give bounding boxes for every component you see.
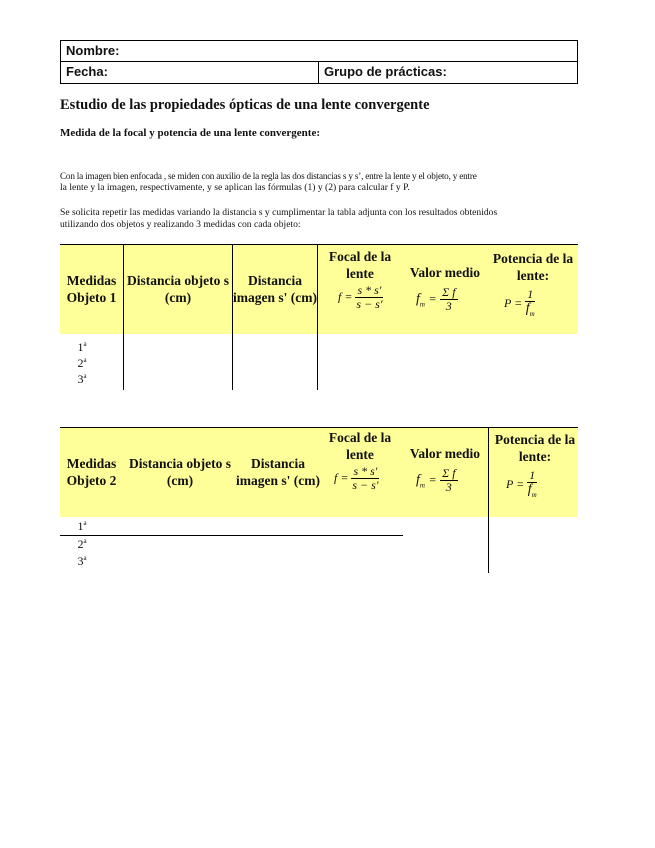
fecha-field[interactable] (61, 62, 319, 83)
focal-formula-den: s − s' (356, 297, 383, 311)
focal-formula-num-2: s * s' (353, 464, 378, 478)
mean-formula-eq: = (428, 291, 437, 306)
results-table-1 (60, 244, 578, 390)
grupo-field[interactable] (319, 62, 447, 83)
power-formula-den-f-2: f (527, 482, 532, 497)
page-title: Estudio de las propiedades ópticas de una lente convergente (60, 97, 430, 113)
focal-formula-fraction-2 (351, 465, 379, 492)
grupo-label: Grupo de prácticas: (324, 64, 447, 79)
power-formula-den-sub: m (529, 309, 535, 318)
table2-col-focal: Focal de la lente (328, 430, 392, 462)
table1-vline-1 (123, 244, 124, 390)
power-formula-den-sub-2: m (531, 490, 537, 499)
table1-row-1: 1$^a$ (77, 340, 87, 354)
nombre-field[interactable] (60, 40, 578, 62)
table1-col-medidas: Medidas Objeto 1 (66, 273, 117, 305)
power-formula-lhs: P = (504, 296, 523, 311)
mean-formula-den: 3 (445, 299, 452, 313)
instructions-line-1: Con la imagen bien enfocada , se miden con auxilio de la regla las dos distancias s y s’, entre la lente y el objeto, y entre (60, 171, 477, 181)
focal-formula-den-2: s − s' (352, 478, 379, 492)
table2-row-divider (60, 535, 403, 536)
mean-formula-eq-2: = (428, 472, 437, 487)
mean-formula-lhs-2: f (416, 472, 420, 488)
power-formula-den-f: f (525, 301, 530, 316)
table2-row-1: 1$^a$ (77, 519, 87, 533)
table2-col-distancia-objeto: Distancia objeto s (cm) (129, 456, 231, 488)
results-table-2 (60, 427, 578, 573)
instructions-line-3: Se solicita repetir las medidas variando la distancia s y cumplimentar la tabla adjunta con los resultados obtenidos (60, 207, 498, 218)
table1-vline-2 (232, 244, 233, 390)
instructions-paragraph-2 (60, 207, 580, 231)
table1-col-distancia-objeto: Distancia objeto s (cm) (127, 273, 229, 305)
table1-vline-3 (317, 244, 318, 390)
mean-formula-fraction (440, 286, 457, 313)
table2-col-valor-medio: Valor medio (409, 446, 481, 461)
table1-mean-formula (416, 286, 458, 313)
fecha-label: Fecha: (66, 64, 108, 79)
table1-power-formula (504, 288, 535, 321)
power-formula-fraction (525, 288, 535, 321)
fecha-grupo-row (60, 62, 578, 84)
mean-formula-lhs: f (416, 291, 420, 307)
table2-focal-formula (334, 465, 379, 492)
table1-row-2: 2$^a$ (77, 356, 87, 370)
power-formula-fraction-2 (527, 469, 537, 502)
nombre-label: Nombre: (66, 43, 120, 58)
table2-row-3: 3$^a$ (77, 554, 87, 568)
mean-formula-den-2: 3 (445, 480, 452, 494)
table1-col-valor-medio: Valor medio (409, 265, 481, 280)
table2-col-medidas: Medidas Objeto 2 (66, 456, 117, 488)
table2-mean-formula (416, 467, 458, 494)
instructions-line-4: utilizando dos objetos y realizando 3 medidas con cada objeto: (60, 219, 301, 230)
table2-col-distancia-imagen: Distancia imagen s' (cm) (236, 456, 320, 488)
mean-formula-num-2: Σ f (442, 466, 456, 480)
table2-col-potencia: Potencia de la lente: (494, 432, 576, 464)
instructions-line-2: la lente y la imagen, respectivamente, y se aplican las fórmulas (1) y (2) para calcular f y P. (60, 182, 410, 193)
mean-formula-fraction-2 (440, 467, 457, 494)
table1-col-focal: Focal de la lente (328, 249, 392, 281)
table1-col-distancia-imagen: Distancia imagen s' (cm) (233, 273, 317, 305)
focal-formula-fraction (355, 284, 383, 311)
table2-power-formula (506, 469, 537, 502)
power-formula-num-2: 1 (529, 468, 536, 482)
table1-focal-formula (338, 284, 383, 311)
table2-vline-potencia (488, 427, 489, 573)
section-subtitle: Medida de la focal y potencia de una lente convergente: (60, 127, 320, 139)
power-formula-num: 1 (527, 287, 534, 301)
power-formula-den-2 (527, 483, 537, 502)
focal-formula-lhs: f = (338, 289, 353, 304)
focal-formula-num: s * s' (357, 283, 382, 297)
power-formula-lhs-2: P = (506, 477, 525, 492)
mean-formula-sub: m (419, 300, 425, 309)
table2-row-2: 2$^a$ (77, 537, 87, 551)
table1-col-potencia: Potencia de la lente: (492, 251, 574, 283)
focal-formula-lhs-2: f = (334, 470, 349, 485)
table1-row-3: 3$^a$ (77, 372, 87, 386)
instructions-paragraph-1 (60, 170, 580, 194)
mean-formula-sub-2: m (419, 481, 425, 490)
mean-formula-num: Σ f (442, 285, 456, 299)
power-formula-den (525, 302, 535, 321)
